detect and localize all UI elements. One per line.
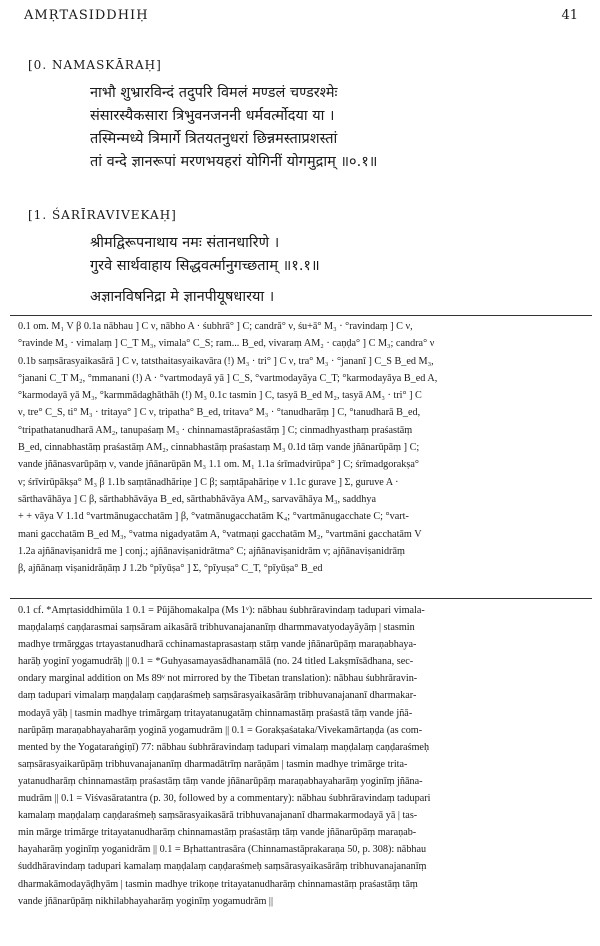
verse-line: श्रीमद्विरूपनाथाय नमः संतानधारिणे । (90, 235, 280, 251)
verse-line: तां वन्दे ज्ञानरूपां मरणभयहरां योगिनीं योगमुद्राम् ॥०.१॥ (90, 154, 378, 170)
note-line: mudrām || 0.1 = Viśvasāratantra (p. 30, followed by a commentary): nābhau śubhrāravindaṃ tadupari (18, 793, 431, 805)
note-line: ondary marginal addition on Ms 89ᵛ not mirrored by the Tibetan translation): nābhau śubhrāravin- (18, 673, 418, 685)
verse-line: तस्मिन्मध्ये त्रिमार्गे त्रितयतनुधरां छिन्नमस्ताप्रशस्तां (90, 131, 338, 147)
apparatus-line: sārthavāhāya ] C β, sārthabhāvāya B_ed, sārthabhāvāya AM₂, sarvavāhāya M₃, saddhya (18, 493, 376, 505)
note-line: yatanudharāṃ chinnamastāṃ praśastāṃ tāṃ vande jñānarūpāṃ maraṇabhayaharāṃ yoginīṃ jñāna- (18, 775, 423, 787)
apparatus-line: + + vāya V 1.1d °vartmānugacchatām ] β, °vatmānugacchatām K₄; °vartmānugacchate C; °vart- (18, 511, 409, 523)
note-line: daṃ tadupari vimalaṃ maṇḍalaṃ caṇḍaraśmeḥ saṃsārasyaikasārāṃ tribhuvanajananī dharmakar- (18, 690, 417, 702)
apparatus-line: B_ed, cinnabhastāṃ praśastāṃ AM₂, cinnabhastāṃ praśastaṃ M₃ 0.1d tāṃ vande jñānarūpāṃ ] C; (18, 442, 420, 454)
note-line: 0.1 cf. *Amṛtasiddhimūla 1 0.1 = Pūjāhomakalpa (Ms 1ᵛ): nābhau śubhrāravindaṃ tadupari vimala- (18, 605, 425, 616)
verse-line: संसारस्यैकसारा त्रिभुवनजननी धर्मवर्त्मोदया या । (90, 108, 335, 124)
apparatus-line: 1.2a ajñānaviṣanidrā me ] conj.; ajñānaviṣanidrātma° C; ajñānaviṣanidrām ν; ajñānaviṣanidrāṃ (18, 545, 405, 557)
apparatus-line: °ravinde M₃ · vimalaṃ ] C_T M₃, vimala° C_S; ram... B_ed, vivaraṃ AM₂ · caṇḍa° ] C M₃; candra° ν (18, 338, 435, 350)
apparatus-line: 0.1b saṃsārasyaikasārā ] C ν, tatsthaitasyaikavāra (!) M₃ · tri° ] C ν, tra° M₃ · °jananī ] C_S B_ed M₃, (18, 355, 434, 367)
apparatus-line: °karmodayā yā M₃, °karmmādaghāthāh (!) M₃ 0.1c tasmin ] C, tasyā B_ed M₂, tasyā AM₃ · tri° ] C (18, 390, 422, 402)
notes-divider (10, 598, 592, 599)
verse-block-1 (90, 232, 320, 309)
note-line: saṃsārasyaikarūpāṃ tribhuvanajananīṃ dharmadātrīṃ narāṇām | tasmin madhye trimārge trita- (18, 758, 408, 770)
note-line: vande jñānarūpāṃ nikhilabhayaharāṃ yoginīṃ yogamudrām || (18, 895, 274, 907)
page-number: 41 (561, 8, 578, 23)
running-head: AMṚTASIDDHIḤ (24, 8, 149, 23)
note-line: maṇḍalaṃś caṇḍarasmai saṃsāram aikasārā tribhuvanajananīṃ dharmmavatyodayāyāṃ | stasmin (18, 622, 415, 634)
note-line: hayaharāṃ yoginīṃ yoganidrām || 0.1 = Bṛhattantrasāra (Chinnamastāprakaraṇa 50, p. 308): nābhau (18, 844, 427, 856)
note-line: modayā yāḥ | tasmin madhye trimārgaṃ tritayatanugatāṃ chinnamastāṃ praśastā tāṃ vande jñā- (18, 707, 413, 719)
verse-line: नाभौ शुभ्रारविन्दं तदुपरि विमलं मण्डलं चण्डरश्मेः (90, 85, 338, 101)
note-line: min mārge trimārge tritayatanudharāṃ chinnamastāṃ praśastāṃ tāṃ vande jñānarūpāṃ maraṇab- (18, 827, 417, 839)
apparatus-line: 0.1 om. M₁ V β 0.1a nābhau ] C ν, nābho A · śubhrā° ] C; candrā° ν, śu+ā° M₃ · °ravindaṃ ] C ν, (18, 321, 413, 332)
note-line: madhye trmārggas trtayastanudharā cchinamastaprasastaṃ stāṃ vande jñānarūpāṃ maraṇabhaya- (18, 639, 417, 651)
apparatus-line: β, ajñānaṃ viṣanidrāṇāṃ J 1.2b °pīyūṣa° ] Σ, °pīyuṣa° C_T, °pīyūṣa° B_ed (18, 563, 323, 575)
note-line: mented by the Yogataraṅgiṇī) 77: nābhau śubhrāravindaṃ tadupari vimalaṃ maṇḍalaṃ caṇḍaraśmeḥ (18, 741, 430, 753)
note-line: śuddhāravindaṃ tadupari kamalaṃ maṇḍalaṃ caṇḍaraśmeḥ saṃsārasyaikasārāṃ tribhuvanajananīṃ (18, 861, 427, 873)
apparatus-divider (10, 315, 592, 316)
apparatus-line: °janani C_T M₂, °mmanani (!) A · °vartmodayā yā ] C_S, °vartmodayāya C_T; °karmodayāya B_ed A, (18, 372, 438, 384)
critical-apparatus (18, 318, 584, 577)
note-line: kamalaṃ maṇḍalaṃ caṇḍaraśmeḥ saṃsārasyaikasārā tribhuvanajananī dharmakarmodayā yā | tas- (18, 810, 418, 822)
verse-line: गुरवे सार्थवाहाय सिद्धवर्त्मानुगच्छताम् ॥१.१॥ (90, 258, 320, 274)
note-line: narūpāṃ maraṇabhayaharāṃ yoginā yogamudrām || 0.1 = Gorakṣaśataka/Vivekamārtaṇḍa (as com- (18, 724, 423, 736)
apparatus-line: vande jñānasvarūpāṃ ν, vande jñānarūpān M₃ 1.1 om. M₁ 1.1a śrīmadvirūpa° ] C; śrīmadgorakṣa° (18, 459, 419, 471)
note-line: dharmakāmodayāḍhyām | tasmin madhye trikoṇe tritayatanudharāṃ chinnamastāṃ praśastāṃ tāṃ (18, 878, 418, 890)
section-heading-namaskarah: [0. NAMASKĀRAḤ] (28, 58, 162, 72)
testimonia-notes (18, 602, 584, 910)
apparatus-line: °tripathatanudharā AM₂, tanupaśaṃ M₃ · chinnamastāpraśastāṃ ] C; cinmadhyasthaṃ praśastāṃ (18, 424, 413, 436)
apparatus-line: ν; śrīvirūpākṣa° M₃ β 1.1b saṃtānadhāriṇe ] C β; saṃtāpahāriṇe ν 1.1c gurave ] Σ, guruve A · (18, 476, 399, 488)
note-line: harāḥ yoginī yogamudrāḥ || 0.1 = *Guhyasamayasādhanamālā (no. 24 titled Lakṣmīsādhana, sec- (18, 656, 414, 668)
verse-block-0 (90, 82, 377, 174)
apparatus-line: mani gacchatām B_ed M₃, °vatma nigadyatām A, °vatmaṇi gacchatām M₂, °vartmāni gacchatām V (18, 528, 422, 540)
verse-line: अज्ञानविषनिद्रा मे ज्ञानपीयूषधारया । (90, 289, 275, 305)
section-heading-sariraviveka: [1. ŚARĪRAVIVEKAḤ] (28, 208, 177, 222)
apparatus-line: ν, tre° C_S, ti° M₃ · tritaya° ] C ν, tripatha° B_ed, tritava° M₃ · °tanudharāṃ ] C, °tanudharā B_ed, (18, 407, 421, 419)
